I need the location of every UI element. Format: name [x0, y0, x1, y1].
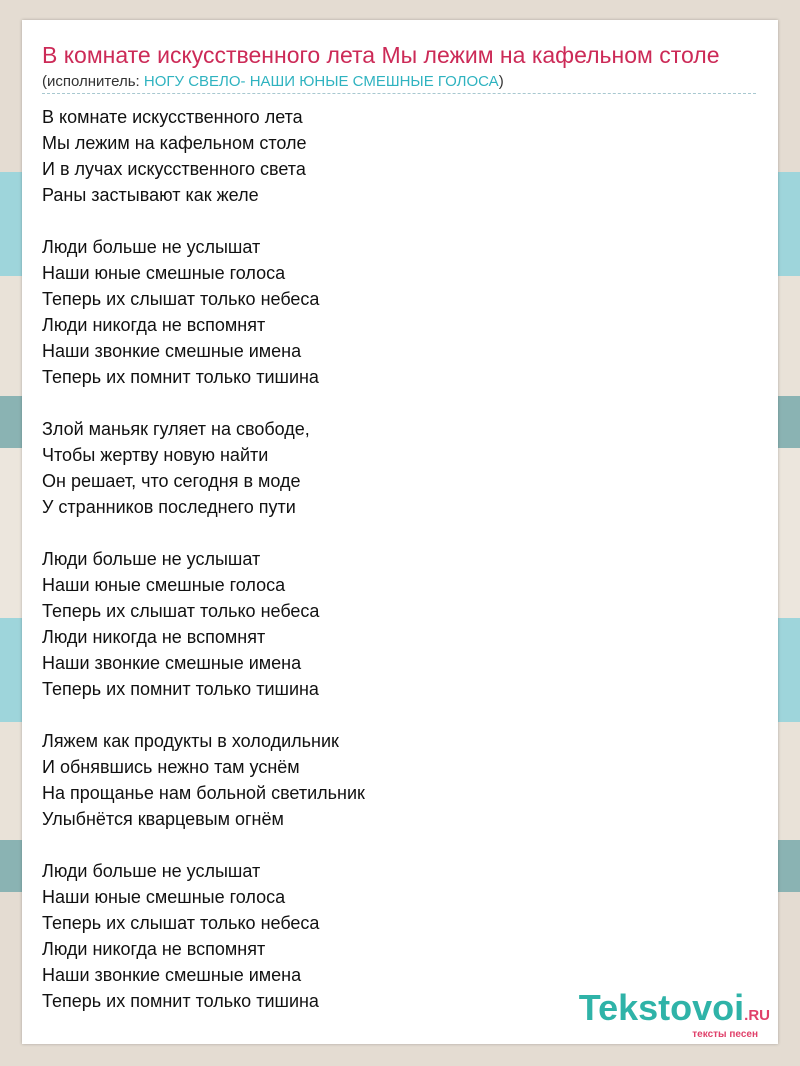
lyric-line: Раны застывают как желе [42, 185, 259, 205]
lyric-line: Теперь их слышат только небеса [42, 289, 320, 309]
lyric-line: Теперь их помнит только тишина [42, 679, 319, 699]
lyric-line: Злой маньяк гуляет на свободе, [42, 419, 310, 439]
lyric-line: Теперь их слышат только небеса [42, 601, 320, 621]
stanza-gap [42, 390, 365, 416]
stanza-gap [42, 520, 365, 546]
lyrics-card [22, 20, 778, 1044]
artist-line [42, 73, 504, 91]
stanza-gap [42, 702, 365, 728]
lyric-line: Чтобы жертву новую найти [42, 445, 269, 465]
lyric-line: Наши звонкие смешные имена [42, 965, 302, 985]
divider [42, 93, 756, 94]
lyrics-body [42, 104, 365, 1014]
lyric-line: Люди больше не услышат [42, 549, 261, 569]
site-logo[interactable] [579, 989, 770, 1040]
artist-suffix: ) [498, 73, 504, 90]
lyric-line: У странников последнего пути [42, 497, 296, 517]
lyric-line: В комнате искусственного лета [42, 107, 303, 127]
lyric-line: Люди никогда не вспомнят [42, 939, 266, 959]
lyric-line: Улыбнётся кварцевым огнём [42, 809, 284, 829]
lyric-line: Наши юные смешные голоса [42, 887, 286, 907]
logo-subtitle: тексты песен [692, 1029, 758, 1040]
lyric-line: Мы лежим на кафельном столе [42, 133, 307, 153]
logo-name: Tekstovoi [578, 987, 745, 1028]
lyric-line: На прощанье нам больной светильник [42, 783, 365, 803]
lyric-line: Он решает, что сегодня в моде [42, 471, 301, 491]
logo-suffix: .RU [744, 1007, 770, 1024]
lyric-line: Наши юные смешные голоса [42, 263, 286, 283]
song-title: В комнате искусственного лета Мы лежим на кафельном столе [42, 42, 720, 68]
lyric-line: Наши звонкие смешные имена [42, 341, 302, 361]
lyric-line: Люди никогда не вспомнят [42, 627, 266, 647]
lyric-line: Теперь их слышат только небеса [42, 913, 320, 933]
stanza-gap [42, 832, 365, 858]
lyric-line: И обнявшись нежно там уснём [42, 757, 300, 777]
artist-link[interactable]: НОГУ СВЕЛО- НАШИ ЮНЫЕ СМЕШНЫЕ ГОЛОСА [143, 73, 499, 90]
lyric-line: Ляжем как продукты в холодильник [42, 731, 339, 751]
lyric-line: Наши звонкие смешные имена [42, 653, 302, 673]
lyric-line: Теперь их помнит только тишина [42, 367, 319, 387]
lyric-line: Теперь их помнит только тишина [42, 991, 319, 1011]
artist-prefix: (исполнитель: [42, 73, 144, 90]
lyric-line: Люди больше не услышат [42, 237, 261, 257]
lyric-line: Люди никогда не вспомнят [42, 315, 266, 335]
lyric-line: Люди больше не услышат [42, 861, 261, 881]
lyric-line: Наши юные смешные голоса [42, 575, 286, 595]
lyric-line: И в лучах искусственного света [42, 159, 306, 179]
stanza-gap [42, 208, 365, 234]
